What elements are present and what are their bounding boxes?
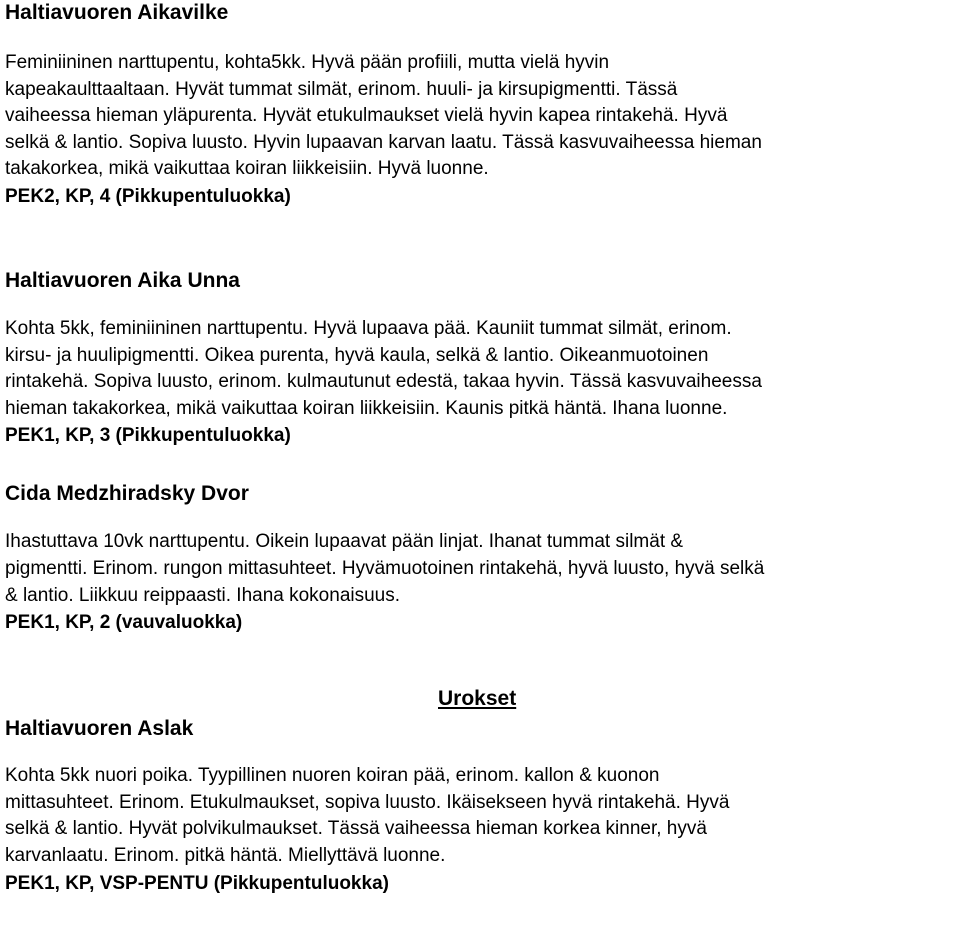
males-section-heading: Urokset (438, 687, 517, 710)
dog-name: Haltiavuoren Aika Unna (5, 268, 240, 292)
dog-name: Cida Medzhiradsky Dvor (5, 482, 249, 506)
award-result: PEK1, KP, VSP-PENTU (Pikkupentuluokka) (5, 872, 389, 894)
critique-line: karvanlaatu. Erinom. pitkä häntä. Miellyttävä luonne. (5, 844, 446, 866)
critique-line: kirsu- ja huulipigmentti. Oikea purenta, hyvä kaula, selkä & lantio. Oikeanmuotoinen (5, 344, 709, 366)
critique-line: pigmentti. Erinom. rungon mittasuhteet. Hyvämuotoinen rintakehä, hyvä luusto, hyvä selkä (5, 557, 765, 579)
award-result: PEK2, KP, 4 (Pikkupentuluokka) (5, 185, 291, 207)
critique-text (5, 763, 960, 869)
critique-text (5, 529, 960, 609)
critique-line: Kohta 5kk, feminiininen narttupentu. Hyvä lupaava pää. Kauniit tummat silmät, erinom. (5, 317, 732, 339)
critique-line: vaiheessa hieman yläpurenta. Hyvät etukulmaukset vielä hyvin kapea rintakehä. Hyvä (5, 105, 728, 127)
critique-line: selkä & lantio. Hyvät polvikulmaukset. Tässä vaiheessa hieman korkea kinner, hyvä (5, 818, 707, 840)
dog-entry (5, 481, 960, 636)
critique-line: takakorkea, mikä vaikuttaa koiran liikkeisiin. Hyvä luonne. (5, 158, 489, 180)
award-result: PEK1, KP, 2 (vauvaluokka) (5, 612, 243, 634)
dog-entry (5, 268, 960, 449)
dog-name: Haltiavuoren Aslak (5, 717, 194, 741)
dog-entry (5, 0, 960, 210)
document (5, 0, 960, 897)
award-result: PEK1, KP, 3 (Pikkupentuluokka) (5, 425, 291, 447)
critique-line: rintakehä. Sopiva luusto, erinom. kulmautunut edestä, takaa hyvin. Tässä kasvuvaiheessa (5, 371, 762, 393)
critique-text (5, 50, 960, 183)
critique-line: kapeakaulttaaltaan. Hyvät tummat silmät, erinom. huuli- ja kirsupigmentti. Tässä (5, 78, 678, 100)
critique-line: Ihastuttava 10vk narttupentu. Oikein lupaavat pään linjat. Ihanat tummat silmät & (5, 531, 684, 553)
critique-line: Feminiininen narttupentu, kohta5kk. Hyvä pään profiili, mutta vielä hyvin (5, 52, 610, 73)
dog-entry (5, 716, 960, 896)
critique-line: & lantio. Liikkuu reippaasti. Ihana kokonaisuus. (5, 584, 401, 606)
dog-name: Haltiavuoren Aikavilke (5, 1, 229, 24)
critique-line: hieman takakorkea, mikä vaikuttaa koiran liikkeisiin. Kaunis pitkä häntä. Ihana luonne. (5, 397, 728, 419)
critique-line: selkä & lantio. Sopiva luusto. Hyvin lupaavan karvan laatu. Tässä kasvuvaiheessa hieman (5, 131, 762, 153)
critique-line: mittasuhteet. Erinom. Etukulmaukset, sopiva luusto. Ikäisekseen hyvä rintakehä. Hyvä (5, 791, 730, 813)
critique-line: Kohta 5kk nuori poika. Tyypillinen nuoren koiran pää, erinom. kallon & kuonon (5, 765, 660, 787)
critique-text (5, 316, 960, 422)
